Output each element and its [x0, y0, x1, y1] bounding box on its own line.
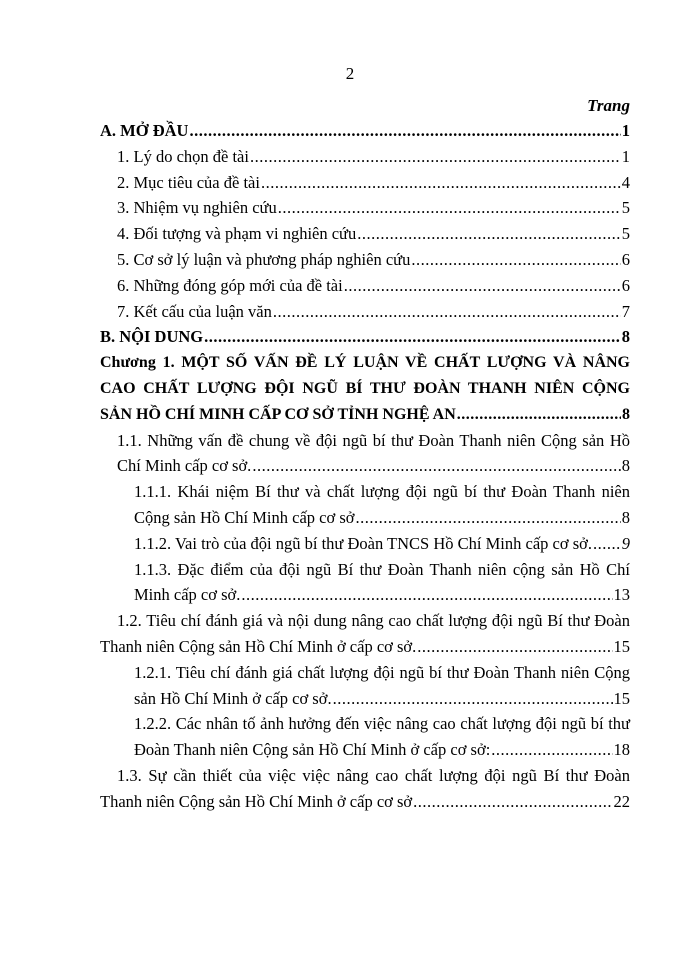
- toc-entry-page: 1: [621, 121, 630, 140]
- toc-entry-page: 18: [613, 740, 630, 760]
- toc-entry-page: 8: [621, 456, 630, 476]
- toc-entry-label: sản Hồ Chí Minh ở cấp cơ sở.: [134, 688, 332, 708]
- dot-leader: [457, 402, 621, 428]
- toc-entry-page: 22: [613, 791, 630, 811]
- toc-entry-page: 8: [622, 405, 630, 423]
- dot-leader: [204, 324, 621, 350]
- toc-entry-line: Chương 1. MỘT SỐ VẤN ĐỀ LÝ LUẬN VỀ CHẤT LƯỢNG VÀ NÂNG: [100, 354, 630, 372]
- table-of-contents: [100, 94, 630, 815]
- dot-leader: [417, 634, 612, 660]
- toc-entry-label: SẢN HỒ CHÍ MINH CẤP CƠ SỞ TỈNH NGHỆ AN: [100, 405, 456, 423]
- toc-entry-line: 1.1. Những vấn đề chung về đội ngũ bí thư Đoàn Thanh niên Cộng sản Hồ: [117, 430, 630, 450]
- toc-entry-label: 5. Cơ sở lý luận và phương pháp nghiên cứu: [117, 249, 411, 269]
- dot-leader: [357, 221, 621, 247]
- toc-entry-label: 1.1.2. Vai trò của đội ngũ bí thư Đoàn TNCS Hồ Chí Minh cấp cơ sở.: [134, 533, 592, 553]
- toc-entry-page: 5: [621, 224, 630, 244]
- toc-entry-page: 8: [621, 327, 630, 347]
- toc-entry-label: A. MỞ ĐẦU: [100, 121, 189, 140]
- dot-leader: [413, 789, 612, 815]
- toc-entry-label: Cộng sản Hồ Chí Minh cấp cơ sở: [134, 507, 355, 527]
- toc-entry-label: Minh cấp cơ sở.: [134, 585, 241, 605]
- toc-entry-1-1-2[interactable]: [100, 531, 630, 557]
- toc-entry-a[interactable]: [100, 118, 630, 144]
- toc-entry-line: 1.3. Sự cần thiết của việc việc nâng cao chất lượng đội ngũ Bí thư Đoàn: [117, 765, 630, 785]
- dot-leader: [411, 247, 620, 273]
- dot-leader: [344, 273, 621, 299]
- toc-entry-line: 1.1.1. Khái niệm Bí thư và chất lượng đội ngũ bí thư Đoàn Thanh niên: [134, 482, 630, 502]
- toc-entry-a4[interactable]: [100, 221, 630, 247]
- toc-entry-label: 2. Mục tiêu của đề tài: [117, 172, 260, 192]
- toc-entry-1-1-3[interactable]: [100, 557, 630, 609]
- toc-entry-page: 7: [621, 301, 630, 321]
- toc-entry-label: 6. Những đóng góp mới của đề tài: [117, 275, 343, 295]
- toc-entry-label: B. NỘI DUNG: [100, 327, 204, 347]
- toc-entry-label: 1. Lý do chọn đề tài: [117, 146, 249, 166]
- dot-leader: [278, 195, 621, 221]
- toc-entry-line: 1.2.1. Tiêu chí đánh giá chất lượng đội ngũ bí thư Đoàn Thanh niên Cộng: [134, 662, 630, 682]
- toc-entry-label: Chí Minh cấp cơ sở.: [117, 456, 252, 476]
- toc-entry-page: 8: [621, 507, 630, 527]
- dot-leader: [189, 118, 620, 144]
- toc-entry-1-1-1[interactable]: [100, 479, 630, 531]
- dot-leader: [261, 170, 621, 196]
- page-column-heading: Trang: [587, 96, 630, 115]
- dot-leader: [252, 453, 620, 479]
- toc-entry-a5[interactable]: [100, 247, 630, 273]
- toc-entry-page: 15: [613, 636, 630, 656]
- toc-entry-page: 6: [621, 275, 630, 295]
- toc-entry-page: 6: [621, 249, 630, 269]
- toc-entry-page: 15: [613, 688, 630, 708]
- dot-leader: [333, 686, 613, 712]
- dot-leader: [273, 299, 621, 325]
- toc-entry-label: Thanh niên Cộng sản Hồ Chí Minh ở cấp cơ sở: [100, 791, 413, 811]
- toc-entry-a6[interactable]: [100, 273, 630, 299]
- toc-entry-page: 5: [621, 198, 630, 218]
- toc-entry-1-2-1[interactable]: [100, 660, 630, 712]
- toc-entry-1-2[interactable]: [100, 608, 630, 660]
- toc-entry-label: 3. Nhiệm vụ nghiên cứu: [117, 198, 277, 218]
- toc-entry-line: CAO CHẤT LƯỢNG ĐỘI NGŨ BÍ THƯ ĐOÀN THANH NIÊN CỘNG: [100, 379, 630, 397]
- toc-entry-label: 7. Kết cấu của luận văn: [117, 301, 272, 321]
- toc-entry-line: 1.1.3. Đặc điểm của đội ngũ Bí thư Đoàn Thanh niên cộng sản Hồ Chí: [134, 559, 630, 579]
- toc-entry-page: 1: [621, 146, 630, 166]
- toc-entry-1-3[interactable]: [100, 763, 630, 815]
- dot-leader: [241, 582, 612, 608]
- toc-entry-a2[interactable]: [100, 170, 630, 196]
- dot-leader: [355, 505, 620, 531]
- toc-entry-a1[interactable]: [100, 144, 630, 170]
- toc-entry-label: 4. Đối tượng và phạm vi nghiên cứu: [117, 224, 357, 244]
- toc-entry-page: 9: [621, 533, 630, 553]
- toc-entry-a7[interactable]: [100, 299, 630, 325]
- toc-entry-line: 1.2.2. Các nhân tố ảnh hưởng đến việc nâng cao chất lượng đội ngũ bí thư: [134, 714, 630, 734]
- toc-entry-label: Thanh niên Cộng sản Hồ Chí Minh ở cấp cơ sở.: [100, 636, 417, 656]
- toc-entry-label: Đoàn Thanh niên Cộng sản Hồ Chí Minh ở cấp cơ sở:: [134, 740, 491, 760]
- toc-entry-1-2-2[interactable]: [100, 711, 630, 763]
- toc-entry-a3[interactable]: [100, 195, 630, 221]
- dot-leader: [491, 737, 612, 763]
- toc-entry-line: 1.2. Tiêu chí đánh giá và nội dung nâng cao chất lượng đội ngũ Bí thư Đoàn: [117, 611, 630, 631]
- toc-entry-1-1[interactable]: [100, 428, 630, 480]
- toc-entry-page: 13: [613, 585, 630, 605]
- toc-entry-chapter-1[interactable]: [100, 350, 630, 427]
- dot-leader: [250, 144, 621, 170]
- toc-entry-b[interactable]: [100, 324, 630, 350]
- toc-entry-page: 4: [621, 172, 630, 192]
- page-number: 2: [345, 64, 355, 83]
- dot-leader: [593, 531, 621, 557]
